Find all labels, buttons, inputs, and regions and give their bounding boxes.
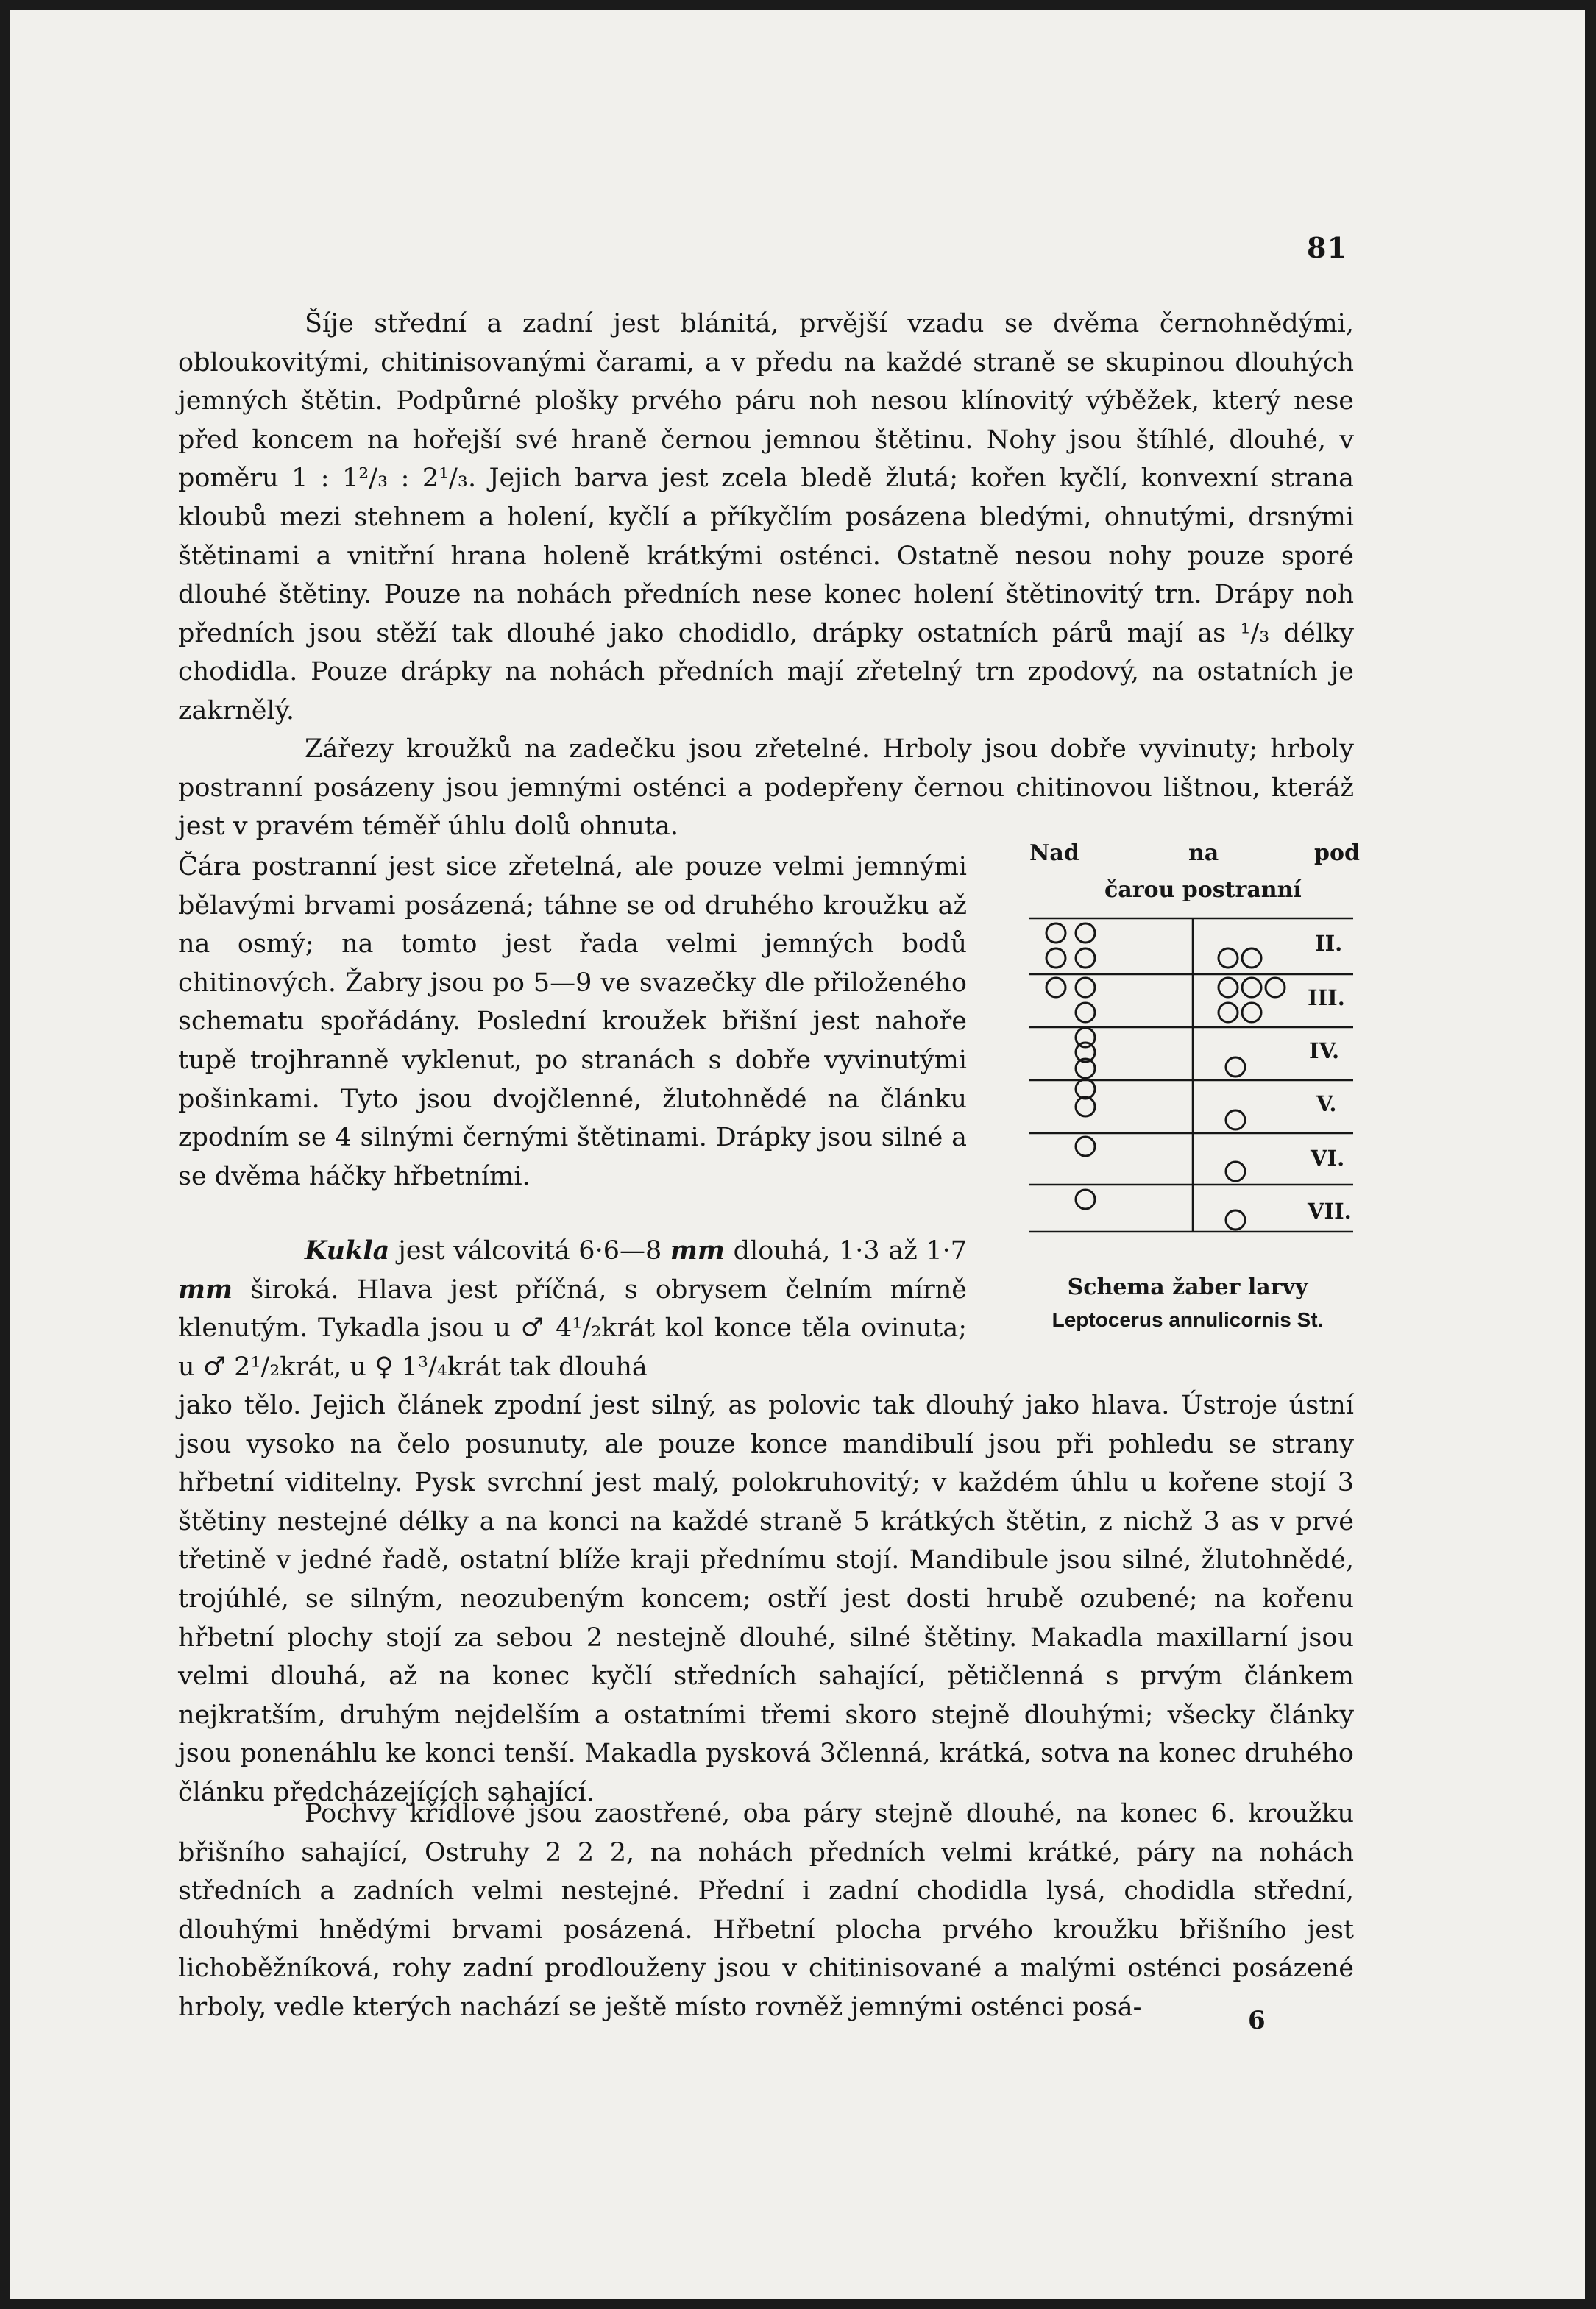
book-page [10,10,1585,2299]
gill-circle [1219,978,1238,997]
gill-circle [1219,1003,1238,1022]
gill-schema-figure [1015,834,1361,1349]
gill-circle [1242,1003,1261,1022]
gill-circle [1076,923,1095,943]
unit-mm: mm [670,1235,725,1266]
gill-circle [1242,978,1261,997]
gill-circle [1226,1110,1245,1129]
segment-label: V. [1316,1091,1337,1116]
gill-circle [1226,1210,1245,1230]
gill-schema-diagram [1015,915,1361,1269]
page-number: 81 [1307,231,1347,264]
gill-circle [1076,1097,1095,1116]
paragraph-pupa-a: jest válcovitá 6·6—8 [389,1236,670,1266]
gill-circle [1226,1162,1245,1181]
gill-circle [1076,1190,1095,1209]
schema-header-above: Nad [1029,840,1079,866]
gill-circle [1242,948,1261,968]
segment-label: VI. [1311,1146,1345,1171]
segment-label: VII. [1308,1199,1352,1224]
unit-mm: mm [178,1274,233,1305]
paragraph-pupa [178,1232,967,1386]
gill-circle [1076,948,1095,968]
gill-circle [1076,978,1095,997]
signature-mark: 6 [1248,2006,1266,2035]
segment-label: IV. [1309,1038,1340,1063]
gill-circle [1046,923,1065,943]
gill-circle [1226,1057,1245,1077]
paragraph-3: Čára postranní jest sice zřetelná, ale pouze velmi jemnými bělavými brvami posázená; táhne se od druhého kroužku až na osmý; na tomto jest řada velmi jemných bodů chitinových. Žabry jsou po 5—9 ve svazečky dle přiloženého schematu spořádány. Poslední kroužek břišní jest nahoře tupě trojhranně vyklenut, po stranách s dobře vyvinutými pošinkami. Tyto jsou dvojčlenné, žlutohnědé na článku zpodním se 4 silnými černými štětinami. Drápky jsou silné a se dvěma háčky hřbetními. [178,852,967,1191]
segment-label: III. [1308,985,1345,1010]
gill-circle [1076,1079,1095,1099]
gill-circle [1046,978,1065,997]
gill-circle [1076,1003,1095,1022]
paragraph-pupa-b: dlouhá, 1·3 až 1·7 [724,1236,967,1266]
paragraph-6: Pochvy křídlové jsou zaostřené, oba páry stejně dlouhé, na konec 6. kroužku břišního sahající, Ostruhy 2 2 2, na nohách předních velmi krátké, páry na nohách středních a zadních velmi nestejné. Přední i zadní chodidla lysá, chodidla střední, dlouhými hnědými brvami posázená. Hřbetní plocha prvého kroužku břišního jest lichoběžníková, rohy zadní prodlouženy jsou v chitinisované a malými osténci posázené hrboly, vedle kterých nachází se ještě místo rovněž jemnými osténci posá- [178,1799,1354,2022]
schema-header-below: pod [1314,840,1360,866]
term-kukla: Kukla [305,1235,390,1266]
gill-circle [1076,1137,1095,1156]
segment-label: II. [1315,931,1343,956]
paragraph-5: jako tělo. Jejich článek zpodní jest silný, as polovic tak dlouhý jako hlava. Ústroje ústní jsou vysoko na čelo posunuty, ale pouze konce mandibulí jsou při pohledu se strany hřbetní viditelny. Pysk svrchní jest malý, polokruhovitý; v každém úhlu u kořene stojí 3 štětiny nestejné délky a na konci na každé straně 5 krátkých štětin, z nichž 3 as v prvé třetině v jedné řadě, ostatní blíže kraji přednímu stojí. Mandibule jsou silné, žlutohnědé, trojúhlé, se silným, neozubeným koncem; ostří jest dosti hrubě ozubené; na kořenu hřbetní plochy stojí za sebou 2 nestejně dlouhé, silné štětiny. Makadla maxillarní jsou velmi dlouhá, až na konec kyčlí středních sahající, pětičlenná s prvým článkem nejkratším, druhým nejdelším a ostatními třemi skoro stejně dlouhými; všecky články jsou ponenáhlu ke konci tenší. Makadla pysková 3členná, krátká, sotva na konec druhého článku předcházejících sahající. [178,1391,1354,1807]
schema-caption-species: Leptocerus annulicornis St. [1051,1308,1324,1331]
gill-circle [1046,948,1065,968]
paragraph-pupa-c: široká. Hlava jest příčná, s obrysem čelním mírně klenutým. Tykadla jsou u ♂ 4¹/₂krát kol konce těla ovinuta; u ♂ 2¹/₂krát, u ♀ 1³/₄krát tak dlouhá [178,1274,967,1382]
schema-caption: Schema žaber larvy [1067,1274,1308,1300]
paragraph-2: Zářezy kroužků na zadečku jsou zřetelné. Hrboly jsou dobře vyvinuty; hrboly postranní posázeny jsou jemnými osténci a podepřeny černou chitinovou lištnou, kteráž jest v pravém téměř úhlu dolů ohnuta. [178,734,1354,842]
gill-circle [1219,948,1238,968]
schema-header-on: na [1188,840,1219,866]
schema-header-sub: čarou postranní [1104,877,1302,903]
gill-circle [1266,978,1285,997]
paragraph-1: Šíje střední a zadní jest blánitá, prvější vzadu se dvěma černohnědými, obloukovitými, chitinisovanými čarami, a v předu na každé straně se skupinou dlouhých jemných štětin. Podpůrné plošky prvého páru noh nesou klínovitý výběžek, který nese před koncem na hořejší své hraně černou jemnou štětinu. Nohy jsou štíhlé, dlouhé, v poměru 1 : 1²/₃ : 2¹/₃. Jejich barva jest zcela bledě žlutá; kořen kyčlí, konvexní strana kloubů mezi stehnem a holení, kyčlí a příkyčlím posázena bledými, ohnutými, drsnými štětinami a vnitřní hrana holeně krátkými osténci. Ostatně nesou nohy pouze sporé dlouhé štětiny. Pouze na nohách předních nese konec holení štětinovitý trn. Drápy noh předních jsou stěží tak dlouhé jako chodidlo, drápky ostatních párů mají as ¹/₃ délky chodidla. Pouze drápky na nohách předních mají zřetelný trn zpodový, na ostatních je zakrnělý. [178,309,1354,726]
